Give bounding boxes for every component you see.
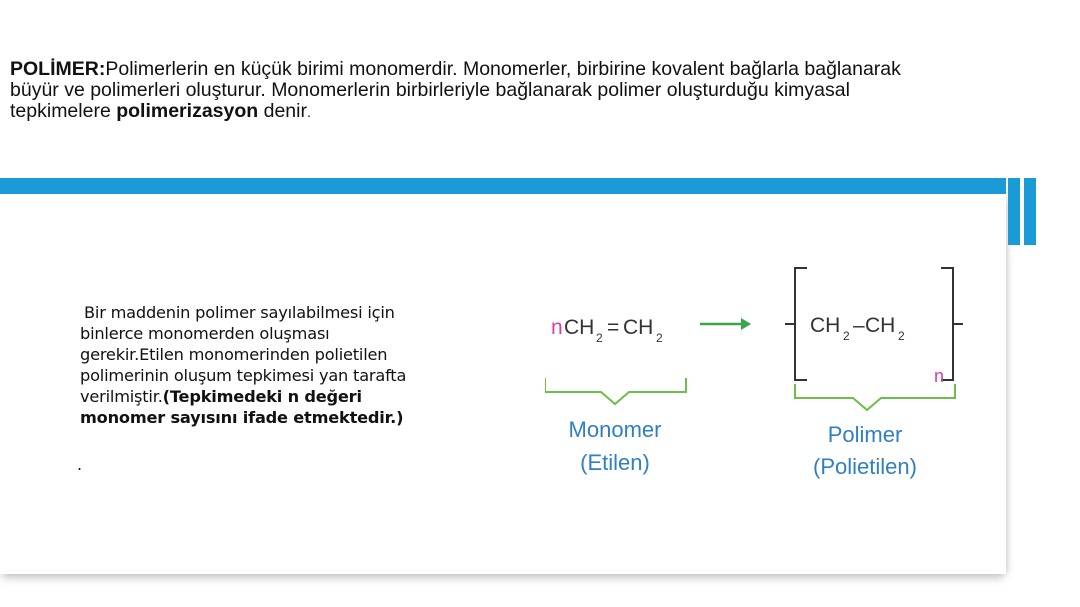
accent-stripe-2 (1024, 178, 1036, 245)
intro-line-3-end: denir (258, 100, 307, 122)
coefficient-n: n (551, 316, 563, 339)
intro-end-dot: . (306, 104, 311, 120)
intro-line-1: Polimerlerin en küçük birimi monomerdir. Monomerler, birbirine kovalent bağlarla bağlanarak (105, 58, 901, 80)
polymer-brace (795, 384, 955, 410)
desc-bold-1: (Tepkimedeki n değeri (162, 387, 362, 406)
desc-line-3: gerekir.Etilen monomerinden polietilen (80, 345, 388, 364)
monomer-label: Monomer (568, 417, 662, 442)
monomer-brace (545, 378, 686, 404)
polymer-ch-a: CH (810, 314, 841, 337)
intro-line-2: büyür ve polimerleri oluşturur. Monomerlerin birbirleriyle bağlanarak polimer oluşturduğu kimyasal (10, 79, 850, 101)
polimerizasyon-term: polimerizasyon (116, 100, 259, 122)
trailing-dot: . (77, 455, 83, 474)
intro-line-3-start: tepkimelere (10, 100, 117, 122)
polymer-ch-b: CH (865, 314, 896, 337)
polimer-term: POLİMER: (10, 58, 106, 80)
desc-line-4: polimerinin oluşum tepkimesi yan tarafta (80, 366, 407, 385)
desc-line-5: verilmiştir. (80, 387, 163, 406)
polymer-name: (Polietilen) (813, 454, 917, 479)
description-text (80, 302, 460, 428)
intro-paragraph (10, 59, 1060, 123)
reaction-diagram (545, 258, 975, 488)
monomer-sub-a: 2 (596, 331, 603, 345)
accent-bar (0, 178, 1006, 194)
polymer-sub-b: 2 (898, 329, 905, 343)
monomer-sub-b: 2 (656, 331, 663, 345)
single-bond: – (853, 314, 865, 337)
polymer-label: Polimer (827, 422, 903, 447)
monomer-name: (Etilen) (580, 450, 650, 475)
monomer-ch-b: CH (623, 316, 654, 339)
monomer-ch-a: CH (564, 316, 595, 339)
reaction-arrow (700, 318, 751, 330)
desc-line-2: binlerce monomerden oluşması (80, 324, 330, 343)
repeat-n: n (934, 366, 945, 386)
desc-bold-2: monomer sayısını ifade etmektedir.) (80, 408, 404, 427)
desc-line-1: Bir maddenin polimer sayılabilmesi için (84, 303, 395, 322)
double-bond: = (607, 316, 620, 339)
accent-stripe-1 (1008, 178, 1020, 245)
polymer-sub-a: 2 (843, 329, 850, 343)
